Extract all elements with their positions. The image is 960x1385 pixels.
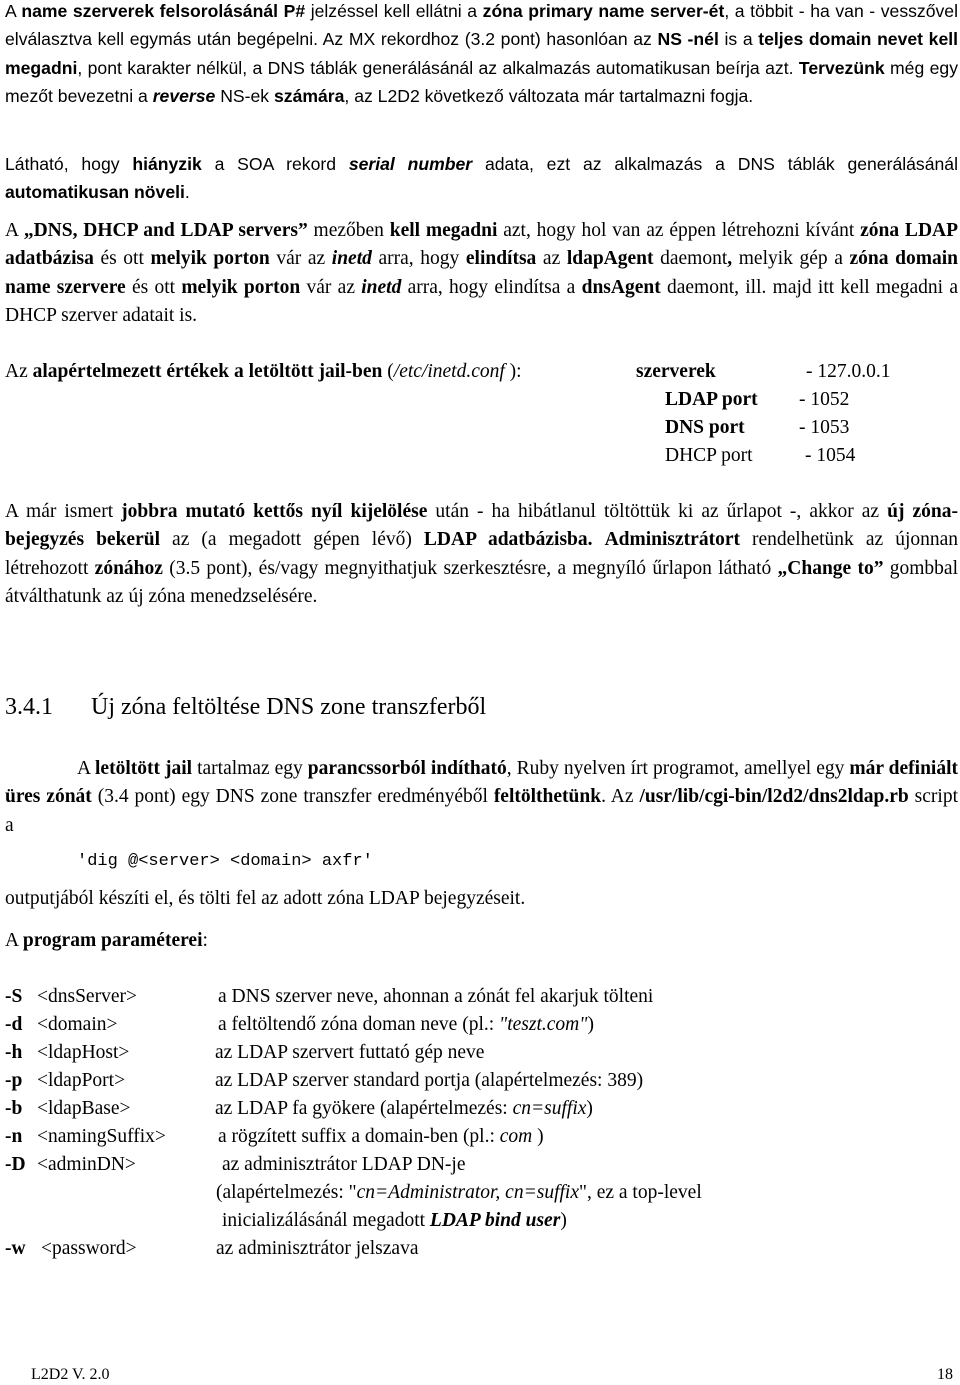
paragraph-output: outputjából készíti el, és tölti fel az adott zóna LDAP bejegyzéseit. [5, 888, 526, 909]
param-desc: inicializálásánál megadott LDAP bind user) [222, 1210, 567, 1231]
param-desc: a feltöltendő zóna doman neve (pl.: "teszt.com") [218, 1014, 594, 1035]
paragraph-jail-program: A letöltött jail tartalmaz egy parancssorból indítható, Ruby nyelven írt programot, amellyel egy már definiált üres zónát (3.4 pont) egy DNS zone transzfer eredményéből feltölthetünk. Az /usr/lib/cgi-bin/l2d2/dns2ldap.rb script a [5, 758, 958, 836]
param-flag: -D [5, 1154, 26, 1175]
param-desc: (alapértelmezés: "cn=Administrator, cn=suffix", ez a top-level [216, 1182, 702, 1203]
param-desc: az LDAP fa gyökere (alapértelmezés: cn=suffix) [215, 1098, 593, 1119]
default-value: - 1053 [799, 417, 850, 438]
param-arg: <ldapHost> [37, 1042, 130, 1063]
param-flag: -S [5, 986, 23, 1007]
param-arg: <ldapBase> [37, 1098, 131, 1119]
default-name: DNS port [665, 417, 745, 438]
params-intro: A program paraméterei: [5, 930, 208, 951]
defaults-intro: Az alapértelmezett értékek a letöltött jail-ben (/etc/inetd.conf ): [5, 361, 522, 382]
paragraph-ns-servers: A name szerverek felsorolásánál P# jelzéssel kell ellátni a zóna primary name server-ét, a többit - ha van - vesszővel elválasztva kell egymás után begépelni. Az MX rekordhoz (3.2 pont) hasonlóan az NS -nél is a teljes domain nevet kell megadni, pont karakter nélkül, a DNS táblák generálásánál az alkalmazás automatikusan beírja azt. Tervezünk még egy mezőt bevezetni a reverse NS-ek számára, az L2D2 következő változata már tartalmazni fogja. [5, 1, 959, 106]
param-flag: -d [5, 1014, 23, 1035]
param-arg: <dnsServer> [37, 986, 137, 1007]
param-desc: az adminisztrátor jelszava [216, 1238, 419, 1259]
param-arg: <password> [41, 1238, 137, 1259]
default-value: - 1052 [799, 389, 850, 410]
default-name: szerverek [636, 361, 716, 382]
param-desc: az LDAP szervert futtató gép neve [215, 1042, 485, 1063]
section-heading [5, 694, 486, 721]
footer-version: L2D2 V. 2.0 [31, 1366, 110, 1383]
param-flag: -h [5, 1042, 23, 1063]
default-name: LDAP port [665, 389, 758, 410]
command-line: 'dig @<server> <domain> axfr' [77, 852, 373, 871]
param-desc: az LDAP szerver standard portja (alapértelmezés: 389) [215, 1070, 644, 1091]
paragraph-new-zone: A már ismert jobbra mutató kettős nyíl kijelölése után - ha hibátlanul töltöttük ki az űrlapot -, akkor az új zóna-bejegyzés bekerül az (a megadott gépen lévő) LDAP adatbázisba. Adminisztrátort rendelhetünk az újonnan létrehozott zónához (3.5 pont), és/vagy megnyithatjuk szerkesztésre, a megnyíló űrlapon látható „Change to” gombbal átválthatunk az új zóna menedzselésére. [5, 501, 959, 607]
param-flag: -n [5, 1126, 23, 1147]
param-arg: <adminDN> [37, 1154, 136, 1175]
param-arg: <ldapPort> [37, 1070, 126, 1091]
param-arg: <domain> [37, 1014, 118, 1035]
default-value: - 1054 [805, 445, 856, 466]
param-flag: -p [5, 1070, 23, 1091]
page-number: 18 [937, 1366, 953, 1383]
param-flag: -w [5, 1238, 26, 1259]
param-arg: <namingSuffix> [37, 1126, 166, 1147]
paragraph-servers-field: A „DNS, DHCP and LDAP servers” mezőben kell megadni azt, hogy hol van az éppen létrehozni kívánt zóna LDAP adatbázisa és ott melyik porton vár az inetd arra, hogy elindítsa az ldapAgent daemont, melyik gép a zóna domain name szervere és ott melyik porton vár az inetd arra, hogy elindítsa a dnsAgent daemont, ill. majd itt kell megadni a DHCP szerver adatait is. [5, 220, 959, 326]
param-desc: az adminisztrátor LDAP DN-je [222, 1154, 466, 1175]
paragraph-soa-serial: Látható, hogy hiányzik a SOA rekord serial number adata, ezt az alkalmazás a DNS táblák generálásánál automatikusan növeli. [5, 154, 958, 203]
section-number: 3.4.1 [5, 694, 53, 720]
section-title: Új zóna feltöltése DNS zone transzferből [91, 694, 487, 720]
default-name: DHCP port [665, 445, 753, 466]
param-desc: a rögzített suffix a domain-ben (pl.: com ) [218, 1126, 544, 1147]
param-desc: a DNS szerver neve, ahonnan a zónát fel akarjuk tölteni [218, 986, 654, 1007]
param-flag: -b [5, 1098, 23, 1119]
default-value: - 127.0.0.1 [806, 361, 891, 382]
